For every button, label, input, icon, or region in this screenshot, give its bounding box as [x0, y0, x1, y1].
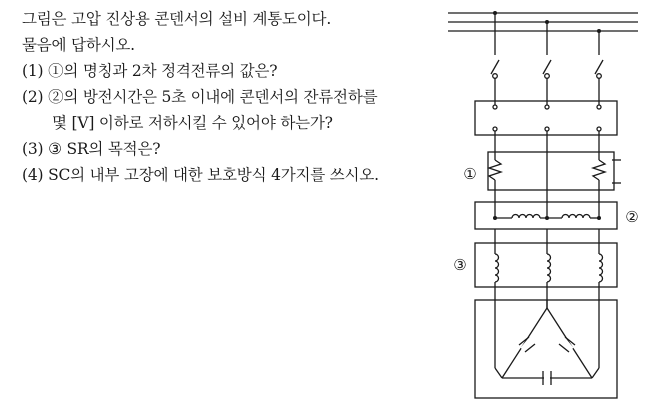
series-reactor: [475, 243, 617, 308]
label-1-marker: ①: [463, 165, 477, 183]
question-3: (3) ③ SR의 목적은?: [22, 140, 161, 158]
intro-line-2: 물음에 답하시오.: [22, 36, 135, 54]
busbars: [448, 13, 638, 31]
question-2: (2) ②의 방전시간은 5초 이내에 콘덴서의 잔류전하를: [22, 88, 378, 106]
question-list: [22, 58, 427, 188]
instrument-transformer: [488, 152, 621, 202]
feeder-lines: [495, 13, 599, 55]
capacitor-system-diagram: [428, 0, 657, 418]
circuit-breaker: [475, 85, 617, 152]
question-4: (4) SC의 내부 고장에 대한 보호방식 4가지를 쓰시오.: [22, 166, 379, 184]
label-3-marker: ③: [453, 256, 467, 274]
intro-line-1: 그림은 고압 진상용 콘덴서의 설비 계통도이다.: [22, 10, 332, 28]
problem-text: [22, 6, 427, 188]
disconnect-switches: [491, 60, 603, 85]
discharge-coil: [475, 202, 617, 243]
capacitor-bank: [475, 300, 617, 398]
question-2-continuation: 몇 [V] 이하로 저하시킬 수 있어야 하는가?: [52, 114, 333, 132]
question-1: (1) ①의 명칭과 2차 정격전류의 값은?: [22, 62, 278, 80]
label-2-marker: ②: [625, 208, 639, 226]
